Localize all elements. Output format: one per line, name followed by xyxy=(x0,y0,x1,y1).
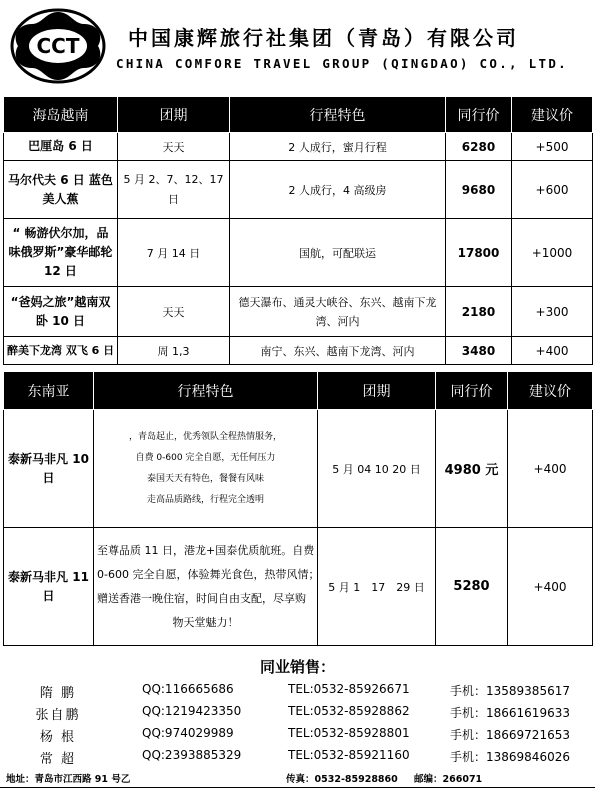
sales-name: 隋 鹏 xyxy=(39,686,77,701)
island-vietnam-table xyxy=(3,96,593,365)
footer-address: 地址：青岛市江西路 91 号乙 xyxy=(6,774,131,785)
column-header: 团期 xyxy=(318,372,436,410)
sales-mobile: 手机：18661619633 xyxy=(450,706,570,720)
sales-person-row xyxy=(0,726,595,747)
destination-cell: 醉美下龙湾 双飞 6 日 xyxy=(4,337,118,365)
date-cell: 7 月 14 日 xyxy=(118,219,230,287)
sales-person-row xyxy=(0,682,595,703)
company-name-cn: 中国康辉旅行社集团（青岛）有限公司 xyxy=(128,26,519,50)
column-header: 团期 xyxy=(118,97,230,133)
column-header: 海岛越南 xyxy=(4,97,118,133)
company-name-en: CHINA COMFORE TRAVEL GROUP (QINGDAO) CO., LTD. xyxy=(116,56,568,71)
feature-line: 赠送香港一晚住宿，时间自由支配，尽享购 xyxy=(97,591,306,605)
feature-line: 物天堂魅力！ xyxy=(172,615,239,629)
date-cell: 5 月 04 10 20 日 xyxy=(318,410,436,528)
sales-qq: QQ:1219423350 xyxy=(142,704,242,718)
sales-person-row xyxy=(0,704,595,725)
footer-postcode: 邮编：266071 xyxy=(414,774,483,785)
table-row xyxy=(4,528,593,646)
table-row xyxy=(4,161,593,219)
feature-cell: 南宁、东兴、越南下龙湾、河内 xyxy=(230,337,446,365)
feature-line: 自费 0-600 完全自愿，无任何压力 xyxy=(135,452,276,463)
destination-cell: 泰新马非凡 11 日 xyxy=(4,528,94,646)
date-cell: 天天 xyxy=(118,133,230,161)
suggest-cell: +400 xyxy=(512,337,593,365)
sales-mobile: 手机：18669721653 xyxy=(450,728,570,742)
column-header: 同行价 xyxy=(446,97,512,133)
column-header: 同行价 xyxy=(436,372,508,410)
suggest-cell: +600 xyxy=(512,161,593,219)
table-row xyxy=(4,219,593,287)
column-header: 行程特色 xyxy=(94,372,318,410)
table-header-row xyxy=(4,97,593,133)
destination-cell: “爸妈之旅”越南双卧 10 日 xyxy=(4,287,118,337)
sales-tel: TEL:0532-85928862 xyxy=(288,704,410,718)
table-row xyxy=(4,133,593,161)
column-header: 东南亚 xyxy=(4,372,94,410)
footer-rule xyxy=(0,787,595,788)
date-cell: 周 1,3 xyxy=(118,337,230,365)
price-cell: 9680 xyxy=(446,161,512,219)
price-cell: 17800 xyxy=(446,219,512,287)
column-header: 建议价 xyxy=(512,97,593,133)
sales-mobile: 手机：13869846026 xyxy=(450,750,570,764)
price-cell: 3480 xyxy=(446,337,512,365)
page-header xyxy=(0,0,595,90)
sales-mobile: 手机：13589385617 xyxy=(450,684,570,698)
table-row xyxy=(4,337,593,365)
suggest-cell: +300 xyxy=(512,287,593,337)
sales-qq: QQ:2393885329 xyxy=(142,748,242,762)
feature-cell xyxy=(94,528,318,646)
feature-line: 至尊品质 11 日，港龙+国泰优质航班。自费 xyxy=(97,543,315,557)
footer-fax: 传真：0532-85928860 xyxy=(286,774,398,785)
sales-person-row xyxy=(0,748,595,769)
column-header: 行程特色 xyxy=(230,97,446,133)
sales-qq: QQ:116665686 xyxy=(142,682,234,696)
feature-line: 走高品质路线，行程完全透明 xyxy=(146,494,264,505)
feature-line: ，青岛起止，优秀领队全程热情服务， xyxy=(128,431,282,442)
sales-name: 常 超 xyxy=(39,752,77,767)
logo-text: CCT xyxy=(36,34,80,58)
price-cell: 2180 xyxy=(446,287,512,337)
destination-cell: 巴厘岛 6 日 xyxy=(4,133,118,161)
suggest-cell: +500 xyxy=(512,133,593,161)
destination-cell: “ 畅游伏尔加，品味俄罗斯”豪华邮轮 12 日 xyxy=(4,219,118,287)
table-row xyxy=(4,410,593,528)
sales-title: 同业销售： xyxy=(259,658,335,676)
suggest-cell: +400 xyxy=(508,528,593,646)
date-cell: 天天 xyxy=(118,287,230,337)
sales-tel: TEL:0532-85926671 xyxy=(288,682,410,696)
price-cell: 6280 xyxy=(446,133,512,161)
destination-cell: 泰新马非凡 10 日 xyxy=(4,410,94,528)
date-cell: 5 月 1 17 29 日 xyxy=(318,528,436,646)
suggest-cell: +1000 xyxy=(512,219,593,287)
column-header: 建议价 xyxy=(508,372,593,410)
feature-cell: 2 人成行，4 高级房 xyxy=(230,161,446,219)
feature-cell: 国航，可配联运 xyxy=(230,219,446,287)
feature-cell: 德天瀑布、通灵大峡谷、东兴、越南下龙湾、河内 xyxy=(230,287,446,337)
price-cell: 4980 元 xyxy=(436,410,508,528)
date-cell: 5 月 2、7、12、17 日 xyxy=(118,161,230,219)
destination-cell: 马尔代夫 6 日 蓝色美人蕉 xyxy=(4,161,118,219)
sales-name: 杨 根 xyxy=(39,730,77,745)
suggest-cell: +400 xyxy=(508,410,593,528)
sales-name: 张自鹏 xyxy=(35,708,81,723)
southeast-asia-table xyxy=(3,371,593,646)
sales-tel: TEL:0532-85921160 xyxy=(288,748,410,762)
sales-qq: QQ:974029989 xyxy=(142,726,234,740)
feature-cell: 2 人成行，蜜月行程 xyxy=(230,133,446,161)
feature-cell xyxy=(94,410,318,528)
cct-logo-icon xyxy=(8,6,108,86)
table-row xyxy=(4,287,593,337)
price-cell: 5280 xyxy=(436,528,508,646)
sales-tel: TEL:0532-85928801 xyxy=(288,726,410,740)
feature-line: 泰国天天有特色，餐餐有风味 xyxy=(146,473,264,484)
feature-line: 0-600 完全自愿，体验舞光食色，热带风情； xyxy=(97,567,320,581)
table-header-row xyxy=(4,372,593,410)
